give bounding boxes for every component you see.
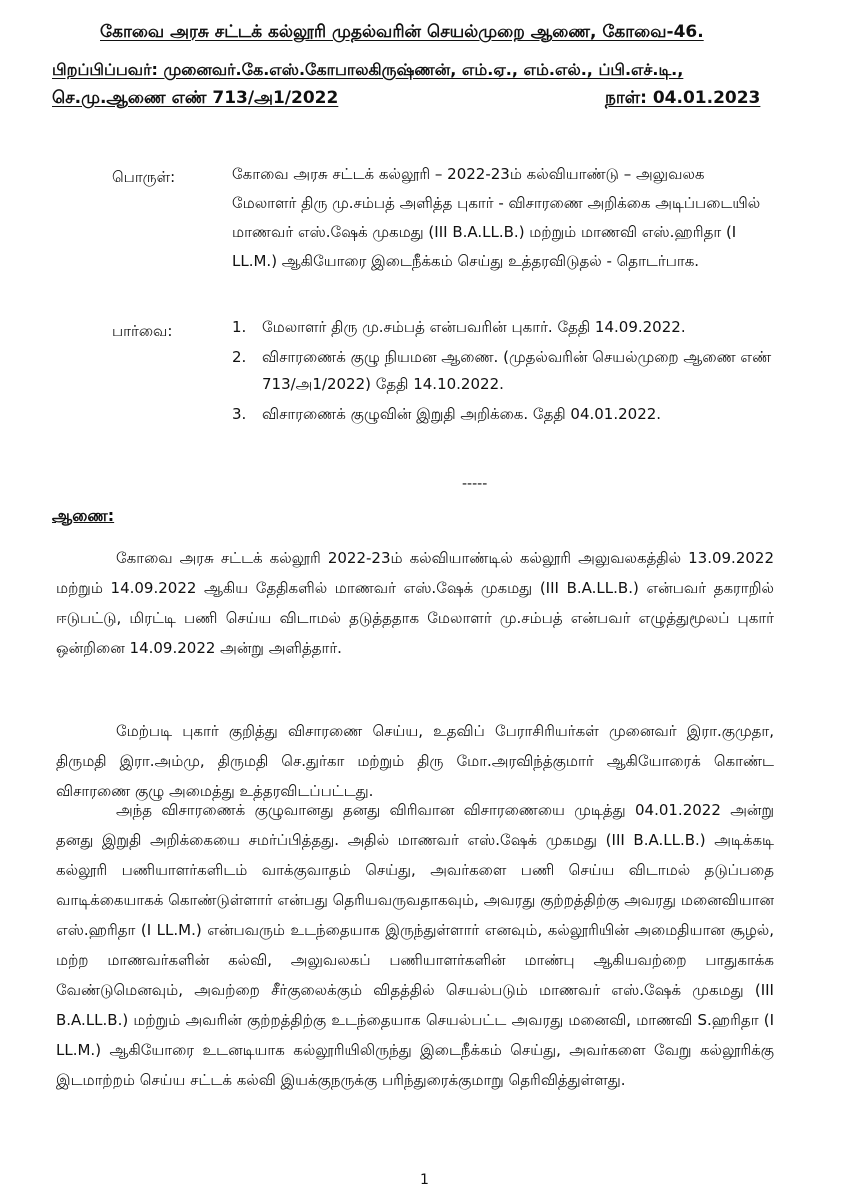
reference-number: 1. — [232, 318, 247, 336]
reference-number: 2. — [232, 348, 247, 366]
reference-item — [232, 314, 792, 341]
references-list — [232, 314, 792, 431]
reference-item — [232, 401, 792, 428]
page-number: 1 — [420, 1172, 429, 1188]
subject-label: பொருள்: — [112, 168, 176, 186]
header-issuer: பிறப்பிப்பவர்: முனைவர்.கே.எஸ்.கோபாலகிருஷ்ணன், எம்.ஏ., எம்.எல்., ப்பி.எச்.டி., — [52, 60, 684, 79]
reference-text: விசாரணைக் குழுவின் இறுதி அறிக்கை. தேதி 04.01.2022. — [262, 405, 662, 423]
section-separator: ----- — [462, 476, 488, 492]
subject-text: கோவை அரசு சட்டக் கல்லூரி – 2022-23ம் கல்வியாண்டு – அலுவலக மேலாளர் திரு மு.சம்பத் அளித்த புகார் - விசாரணை அறிக்கை அடிப்படையில் மாணவர் எஸ்.ஷேக் முகமது (III B.A.LL.B.) மற்றும் மாணவி எஸ்.ஹரிதா (I LL.M.) ஆகியோரை இடைநீக்கம் செய்து உத்தரவிடுதல் - தொடர்பாக. — [232, 165, 761, 270]
order-paragraph: கோவை அரசு சட்டக் கல்லூரி 2022-23ம் கல்வியாண்டில் கல்லூரி அலுவலகத்தில் 13.09.2022 மற்றும் 14.09.2022 ஆகிய தேதிகளில் மாணவர் எஸ்.ஷேக் முகமது (III B.A.LL.B.) என்பவர் தகராறில் ஈடுபட்டு, மிரட்டி பணி செய்ய விடாமல் தடுத்ததாக மேலாளர் மு.சம்பத் என்பவர் எழுத்துமூலப் புகார் ஒன்றினை 14.09.2022 அன்று அளித்தார். — [56, 549, 774, 657]
reference-item — [232, 344, 792, 398]
reference-text: மேலாளர் திரு மு.சம்பத் என்பவரின் புகார். தேதி 14.09.2022. — [262, 318, 686, 336]
order-title: ஆணை: — [52, 506, 115, 525]
order-number: செ.மு.ஆணை எண் 713/அ1/2022 — [52, 88, 339, 108]
order-paragraph: மேற்படி புகார் குறித்து விசாரணை செய்ய, உதவிப் பேராசிரியர்கள் முனைவர் இரா.குமுதா, திருமதி இரா.அம்மு, திருமதி செ.துர்கா மற்றும் திரு மோ.அரவிந்த்குமார் ஆகியோரைக் கொண்ட விசாரணை குழு அமைத்து உத்தரவிடப்பட்டது. — [56, 722, 774, 800]
order-paragraph: அந்த விசாரணைக் குழுவானது தனது விரிவான விசாரணையை முடித்து 04.01.2022 அன்று தனது இறுதி அறிக்கையை சமர்ப்பித்தது. அதில் மாணவர் எஸ்.ஷேக் முகமது (III B.A.LL.B.) அடிக்கடி கல்லூரி பணியாளர்களிடம் வாக்குவாதம் செய்து, அவர்களை பணி செய்ய விடாமல் தடுப்பதை வாடிக்கையாகக் கொண்டுள்ளார் என்பது தெரியவருவதாகவும், அவரது குற்றத்திற்கு அவரது மனைவியான எஸ்.ஹரிதா (I LL.M.) என்பவரும் உடந்தையாக இருந்துள்ளார் எனவும், கல்லூரியின் அமைதியான சூழல், மற்ற மாணவர்களின் கல்வி, அலுவலகப் பணியாளர்களின் மாண்பு ஆகியவற்றை பாதுகாக்க வேண்டுமெனவும், அவற்றை சீர்குலைக்கும் விதத்தில் செயல்படும் மாணவர் எஸ்.ஷேக் முகமது (III B.A.LL.B.) மற்றும் அவரின் குற்றத்திற்கு உடந்தையாக செயல்பட்ட அவரது மனைவி, மாணவி S.ஹரிதா (I LL.M.) ஆகியோரை உடனடியாக கல்லூரியிலிருந்து இடைநீக்கம் செய்து, அவர்களை வேறு கல்லூரிக்கு இடமாற்றம் செய்ய சட்டக் கல்வி இயக்குநருக்கு பரிந்துரைக்குமாறு தெரிவித்துள்ளது. — [56, 801, 774, 1089]
header-title: கோவை அரசு சட்டக் கல்லூரி முதல்வரின் செயல்முறை ஆணை, கோவை-46. — [100, 22, 704, 42]
references-label: பார்வை: — [112, 322, 173, 340]
order-date: நாள்: 04.01.2023 — [605, 88, 761, 108]
reference-text: விசாரணைக் குழு நியமன ஆணை. (முதல்வரின் செயல்முறை ஆணை எண் 713/அ1/2022) தேதி 14.10.2022. — [262, 348, 772, 393]
reference-number: 3. — [232, 405, 247, 423]
